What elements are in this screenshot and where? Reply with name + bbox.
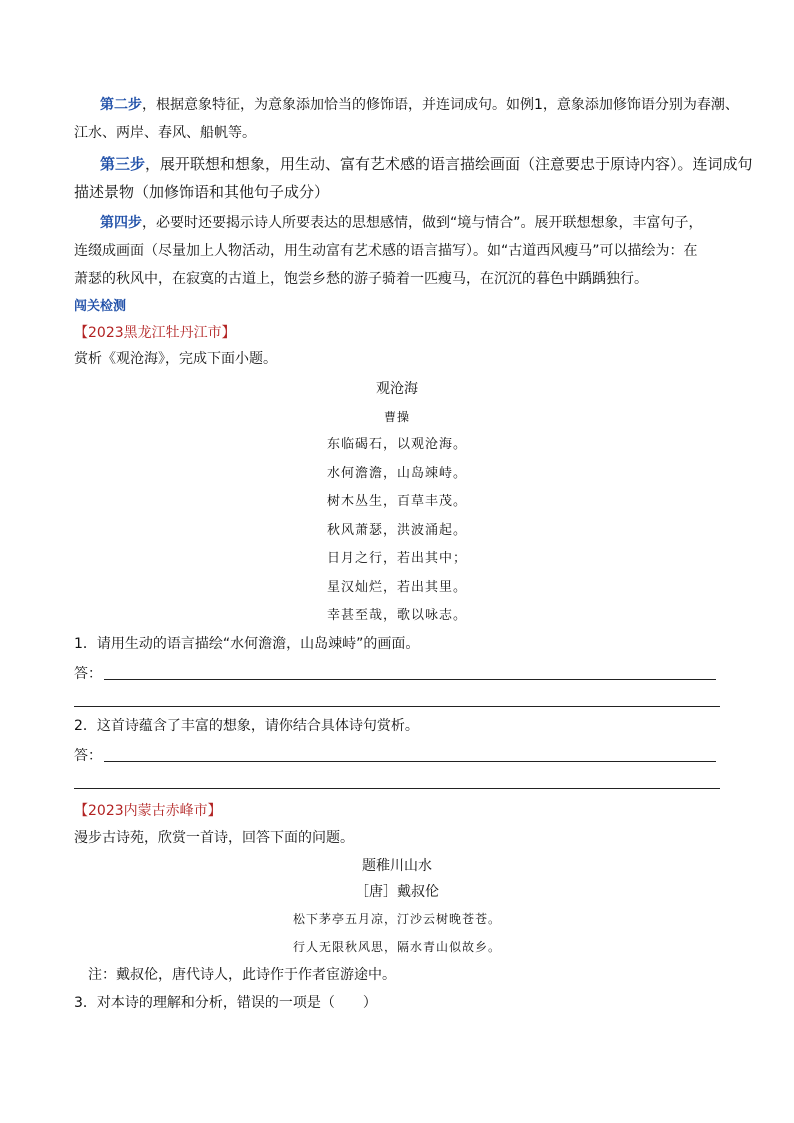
step2-line-2: 江水、两岸、春风、船帆等。 bbox=[74, 125, 256, 141]
instruction-1: 赏析《观沧海》，完成下面小题。 bbox=[74, 351, 277, 367]
poem-line: 松下茅亭五月凉，汀沙云树晚苍苍。 bbox=[292, 912, 501, 926]
instruction-2: 漫步古诗苑，欣赏一首诗，回答下面的问题。 bbox=[74, 830, 354, 846]
poem-line: 星汉灿烂，若出其里。 bbox=[326, 580, 467, 595]
step3-text: ，展开联想和想象，用生动、富有艺术感的语言描绘画面（注意要忠于原诗内容）。连词成句 bbox=[145, 155, 753, 173]
poem-line: 树木丛生，百草丰茂。 bbox=[326, 494, 467, 509]
poem-line: 秋风萧瑟，洪波涌起。 bbox=[326, 523, 467, 538]
poem-title-2: 题稚川山水 bbox=[362, 858, 432, 874]
answer-line-2b[interactable] bbox=[74, 788, 720, 789]
question-1: 1．请用生动的语言描绘“水何澹澹，山岛竦峙”的画面。 bbox=[74, 636, 420, 652]
question-3: 3．对本诗的理解和分析，错误的一项是（ ） bbox=[74, 995, 377, 1011]
step4-label: 第四步 bbox=[100, 215, 142, 231]
poem-line: 日月之行，若出其中； bbox=[326, 551, 467, 566]
question-source-tag-1: 【2023黑龙江牡丹江市】 bbox=[74, 325, 236, 341]
poem-author-2: ［唐］戴叔伦 bbox=[355, 884, 439, 900]
answer-line-2a[interactable] bbox=[104, 761, 716, 762]
poem-line: 行人无限秋风思，隔水青山似故乡。 bbox=[292, 940, 501, 954]
answer-label-1: 答： bbox=[74, 666, 102, 682]
poem-line: 幸甚至哉，歌以咏志。 bbox=[326, 608, 467, 623]
poem-line: 水何澹澹，山岛竦峙。 bbox=[326, 466, 467, 481]
step3-label: 第三步 bbox=[100, 155, 146, 173]
step2-text: ，根据意象特征，为意象添加恰当的修饰语，并连词成句。如例1，意象添加修饰语分别为春潮、 bbox=[142, 97, 739, 113]
poem-line: 东临碣石，以观沧海。 bbox=[326, 437, 467, 452]
poem-author-1: 曹操 bbox=[383, 410, 410, 424]
question-2: 2．这首诗蕴含了丰富的想象，请你结合具体诗句赏析。 bbox=[74, 718, 419, 734]
poem-note: 注：戴叔伦，唐代诗人，此诗作于作者宦游途中。 bbox=[88, 967, 396, 983]
step2-label: 第二步 bbox=[100, 97, 142, 113]
section-title: 闯关检测 bbox=[74, 299, 127, 314]
step2-line-1 bbox=[100, 96, 739, 114]
step4-text: ，必要时还要揭示诗人所要表达的思想感情，做到“境与情合”。展开联想想象，丰富句子， bbox=[142, 215, 703, 231]
step4-line-1 bbox=[100, 214, 703, 232]
step4-line-3: 萧瑟的秋风中，在寂寞的古道上，饱尝乡愁的游子骑着一匹瘦马，在沉沉的暮色中踽踽独行。 bbox=[74, 271, 648, 287]
poem-title-1: 观沧海 bbox=[376, 381, 418, 397]
answer-line-1a[interactable] bbox=[104, 679, 716, 680]
step4-line-2: 连缀成画面（尽量加上人物活动，用生动富有艺术感的语言描写）。如“古道西风瘦马”可以描绘为：在 bbox=[74, 243, 698, 259]
question-source-tag-2: 【2023内蒙古赤峰市】 bbox=[74, 803, 222, 819]
answer-line-1b[interactable] bbox=[74, 706, 720, 707]
step3-line-1 bbox=[100, 155, 753, 173]
answer-label-2: 答： bbox=[74, 748, 102, 764]
step3-line-2: 描述景物（加修饰语和其他句子成分） bbox=[74, 183, 330, 201]
